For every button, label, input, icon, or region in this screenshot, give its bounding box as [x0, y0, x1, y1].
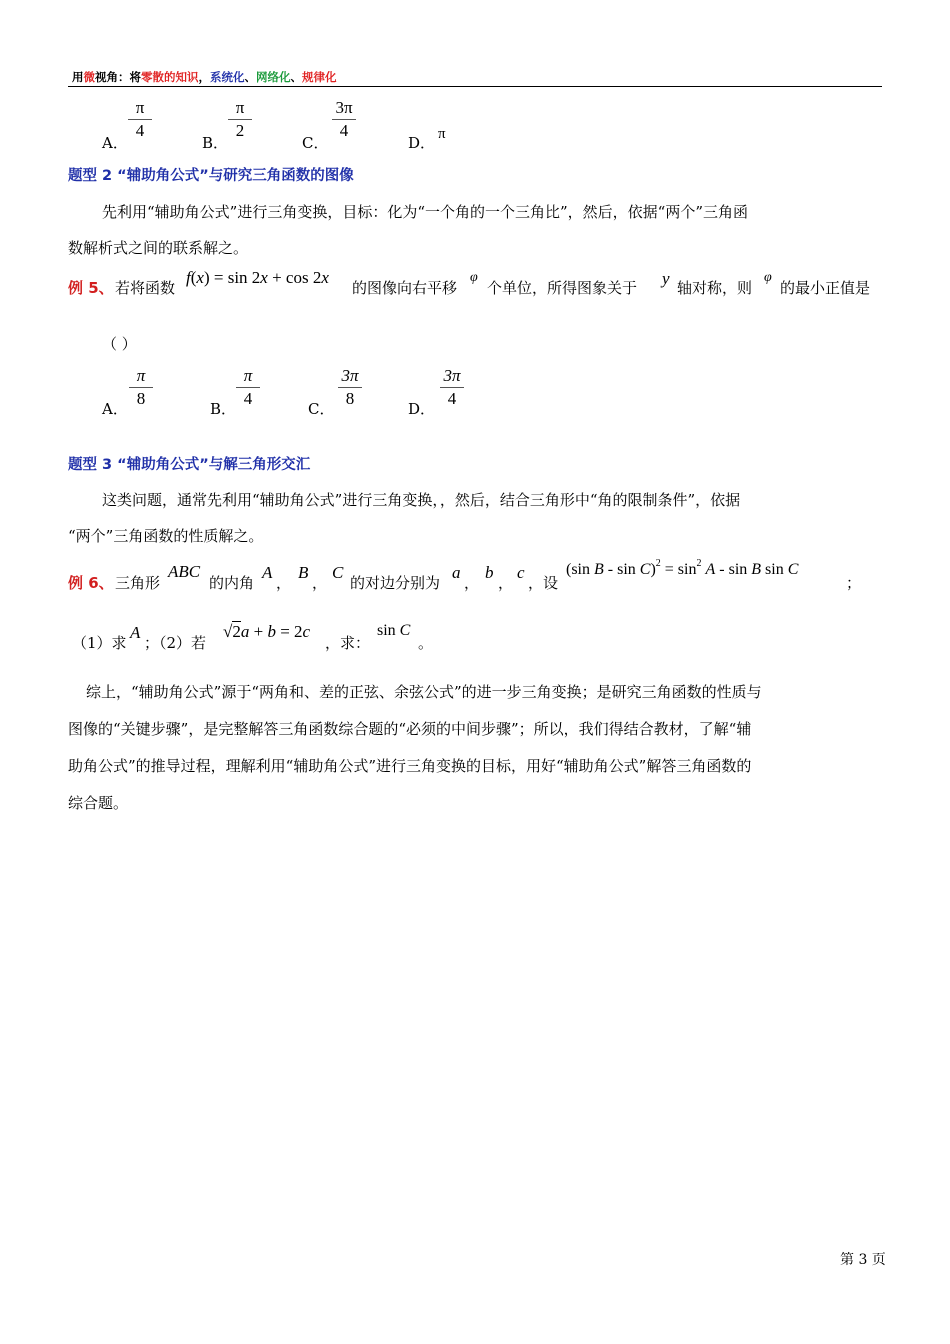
- section-2-para-line2: 数解析式之间的联系解之。: [68, 239, 249, 257]
- formula-part: - sin: [603, 561, 640, 578]
- option-d-value: π: [438, 126, 446, 142]
- option-b-fraction: [236, 366, 260, 409]
- frac-num: 3π: [335, 98, 353, 117]
- example-6-text: 三角形: [115, 574, 161, 592]
- question-2-text: ；（2）若: [144, 634, 207, 652]
- option-a-fraction: [128, 98, 152, 141]
- var-c: c: [302, 622, 311, 641]
- formula-part: +: [249, 622, 268, 641]
- section-3-title: 题型 3 “辅助角公式”与解三角形交汇: [68, 457, 311, 473]
- y-var: y: [662, 269, 670, 288]
- example-6-text: 的对边分别为: [350, 574, 441, 592]
- option-c-label: C．: [302, 134, 329, 152]
- header-part: 微: [83, 70, 95, 84]
- frac-den: 2: [235, 121, 245, 140]
- example-5-label: 例 5、: [68, 279, 114, 297]
- var-c: C: [639, 561, 651, 578]
- option-d-label: D．: [408, 134, 436, 152]
- angle-c: C: [332, 563, 344, 582]
- summary-line1: 综上，“辅助角公式”源于“两角和、差的正弦、余弦公式”的进一步三角变换；是研究三角函数的性质与: [86, 683, 762, 701]
- section-3-para-line1: 这类问题，通常先利用“辅助角公式”进行三角变换，，然后，结合三角形中“角的限制条件”，依据: [102, 491, 741, 509]
- frac-num: 3π: [341, 366, 359, 385]
- frac-bar: [228, 119, 252, 120]
- header-part: 网络化: [256, 70, 291, 84]
- header-part: 零散的知识: [141, 70, 199, 84]
- header-part: 规律化: [302, 70, 337, 84]
- frac-num: 3π: [443, 366, 461, 385]
- var-c: C: [399, 622, 411, 639]
- question-2-target: [377, 622, 410, 640]
- option-c-fraction: [332, 98, 356, 141]
- question-2-end: 。: [418, 634, 434, 652]
- example-5-formula: [186, 268, 329, 288]
- summary-line3: 助角公式”的推导过程，理解利用“辅助角公式”进行三角变换的目标，用好“辅助角公式”解答三角函数的: [68, 757, 752, 775]
- formula-part: sin: [377, 622, 400, 639]
- header-part: ，: [198, 70, 210, 84]
- formula-part: (sin: [566, 561, 594, 578]
- example-6-formula: [566, 558, 799, 579]
- question-1-text: （1）求: [72, 634, 127, 652]
- option-b-label: B．: [210, 400, 237, 418]
- summary-line2: 图像的“关键步骤”，是完整解答三角函数综合题的“必须的中间步骤”；所以，我们得结合教材，了解“辅: [68, 720, 752, 738]
- page-number: 第 3 页: [840, 1252, 886, 1268]
- header-part: 、: [244, 70, 256, 84]
- frac-den: 8: [136, 389, 146, 408]
- section-2-para-line1: 先利用“辅助角公式”进行三角变换，目标：化为“一个角的一个三角比”，然后，依据“两个”三角函: [102, 203, 749, 221]
- comma: ，: [312, 574, 328, 592]
- frac-bar: [332, 119, 356, 120]
- var-b: B: [594, 561, 604, 578]
- example-5-text: 轴对称，则: [677, 279, 753, 297]
- example-6-text: ，设: [528, 574, 559, 592]
- phi-symbol: φ: [470, 270, 478, 285]
- x-var: x: [196, 268, 204, 287]
- question-2-text: ，求：: [325, 634, 371, 652]
- frac-num: π: [243, 366, 253, 385]
- frac-num: π: [135, 98, 145, 117]
- option-a-label: A．: [102, 400, 128, 418]
- frac-bar: [236, 387, 260, 388]
- example-5-text: 个单位，所得图象关于: [487, 279, 638, 297]
- formula-part: ): [650, 561, 656, 578]
- comma: ，: [498, 574, 514, 592]
- formula-part: sin: [761, 561, 788, 578]
- angle-a: A: [262, 563, 273, 582]
- header-part: 视角：将: [95, 70, 141, 84]
- frac-num: π: [235, 98, 245, 117]
- comma: ，: [464, 574, 480, 592]
- frac-bar: [338, 387, 362, 388]
- formula-part: ) = sin 2: [203, 268, 261, 287]
- option-d-fraction: [440, 366, 464, 409]
- var-b: b: [267, 622, 276, 641]
- option-c-fraction: [338, 366, 362, 409]
- phi-symbol: φ: [764, 270, 772, 285]
- question-1-var: A: [130, 623, 141, 642]
- frac-den: 8: [345, 389, 355, 408]
- formula-part: + cos 2: [267, 268, 322, 287]
- question-2-formula: [223, 622, 310, 642]
- section-2-title: 题型 2 “辅助角公式”与研究三角函数的图像: [68, 168, 354, 184]
- option-b-fraction: [228, 98, 252, 141]
- side-b: b: [485, 563, 494, 582]
- var-c: C: [787, 561, 799, 578]
- example-6-label: 例 6、: [68, 574, 114, 592]
- sqrt-sign: √: [223, 622, 233, 641]
- formula-part: = sin: [660, 561, 697, 578]
- angle-b: B: [298, 563, 309, 582]
- exponent: 2: [655, 558, 661, 569]
- option-d-label: D．: [408, 400, 436, 418]
- example-5-text: 若将函数: [115, 279, 176, 297]
- f-symbol: f: [186, 268, 191, 287]
- option-c-label: C．: [308, 400, 335, 418]
- frac-den: 4: [447, 389, 457, 408]
- var-a: A: [705, 561, 716, 578]
- frac-bar: [128, 119, 152, 120]
- option-a-fraction: [129, 366, 153, 409]
- semicolon: ；: [846, 574, 862, 592]
- header-part: 用: [72, 70, 84, 84]
- header-part: 系统化: [210, 70, 245, 84]
- option-b-label: B．: [202, 134, 229, 152]
- example-6-text: 的内角: [209, 574, 255, 592]
- x-var: x: [260, 268, 268, 287]
- option-a-label: A．: [102, 134, 128, 152]
- page-header: [72, 69, 337, 85]
- comma: ，: [276, 574, 292, 592]
- var-b: B: [751, 561, 762, 578]
- formula-part: = 2: [275, 622, 303, 641]
- example-5-text: 的最小正值是: [780, 279, 871, 297]
- section-3-para-line2: “两个”三角函数的性质解之。: [68, 527, 264, 545]
- header-divider: [68, 86, 882, 87]
- var-a: a: [240, 622, 250, 641]
- header-part: 、: [290, 70, 302, 84]
- frac-bar: [129, 387, 153, 388]
- x-var: x: [321, 268, 329, 287]
- side-a: a: [452, 563, 461, 582]
- triangle-abc: ABC: [168, 562, 201, 581]
- frac-num: π: [136, 366, 146, 385]
- formula-part: - sin: [715, 561, 752, 578]
- side-c: c: [517, 563, 525, 582]
- frac-den: 4: [243, 389, 253, 408]
- formula-part: 2: [232, 622, 241, 641]
- example-5-text: 的图像向右平移: [352, 279, 458, 297]
- frac-den: 4: [135, 121, 145, 140]
- summary-line4: 综合题。: [68, 794, 129, 812]
- exponent: 2: [696, 558, 702, 569]
- formula-part: (: [190, 268, 197, 287]
- frac-den: 4: [339, 121, 349, 140]
- answer-parentheses: （ ）: [102, 335, 137, 353]
- frac-bar: [440, 387, 464, 388]
